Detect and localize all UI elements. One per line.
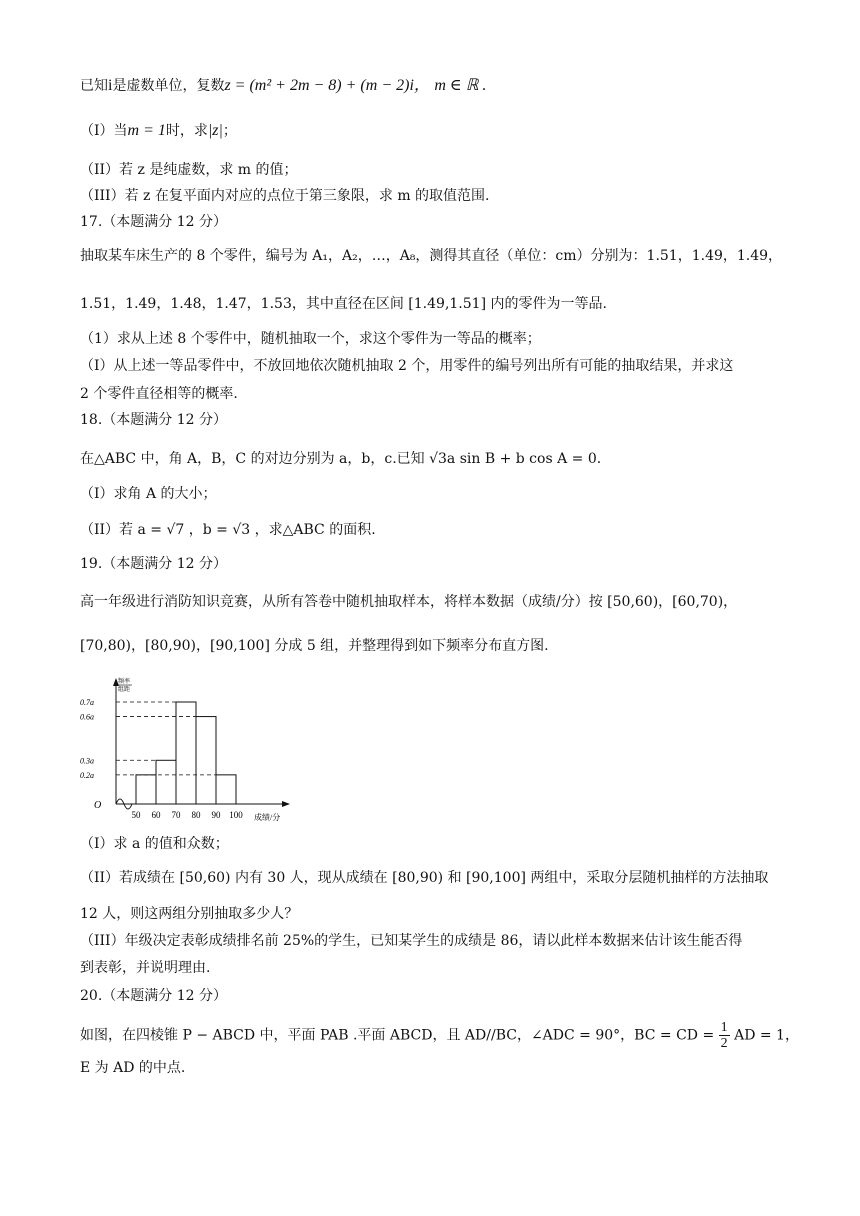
q16-part1: （I）当m = 1时，求|z|； xyxy=(80,122,237,139)
q20-header: 20.（本题满分 12 分） xyxy=(80,988,227,1004)
q16-part2: （II）若 z 是纯虚数，求 m 的值； xyxy=(80,162,298,178)
histogram-bar xyxy=(156,760,176,804)
x-tick-label: 80 xyxy=(191,810,201,820)
q18-header: 18.（本题满分 12 分） xyxy=(80,412,227,428)
q18-part2: （II）若 a = √7 ，b = √3 ，求△ABC 的面积. xyxy=(80,522,376,538)
q17-part2b: 2 个零件直径相等的概率. xyxy=(80,386,238,402)
y-tick-label: 0.2a xyxy=(80,770,94,780)
q16-intro: 已知i是虚数单位，复数z = (m² + 2m − 8) + (m − 2)i， m ∈ ℝ . xyxy=(80,77,487,94)
q20-line1: 如图，在四棱锥 P − ABCD 中，平面 PAB .平面 ABCD，且 AD//BC，∠ADC = 90°，BC = CD = $\frac{1}{2}$ AD = 1， xyxy=(80,1020,799,1051)
histogram-bar xyxy=(176,702,196,804)
q17-part1: （1）求从上述 8 个零件中，随机抽取一个，求这个零件为一等品的概率； xyxy=(80,331,541,347)
y-tick-label: 0.3a xyxy=(80,756,94,766)
ylabel-bottom: 组距 xyxy=(118,687,131,693)
histogram-bar xyxy=(136,775,156,804)
x-tick-label: 60 xyxy=(151,810,161,820)
fraction-half: $\frac{1}{2}$ xyxy=(720,1020,728,1051)
x-tick-label: 70 xyxy=(171,810,181,820)
q19-line2: [70,80)，[80,90)，[90,100] 分成 5 组，并整理得到如下频率分布直方图. xyxy=(80,638,549,654)
y-tick-label: 0.7a xyxy=(80,698,94,707)
q16-formula: z = (m² + 2m − 8) + (m − 2)i， xyxy=(224,77,430,94)
frequency-histogram xyxy=(76,672,306,828)
q19-part3a: （III）年级决定表彰成绩排名前 25%的学生，已知某学生的成绩是 86，请以此样本数据来估计该生能否得 xyxy=(80,933,743,949)
q17-part2a: （I）从上述一等品零件中，不放回地依次随机抽取 2 个，用零件的编号列出所有可能的抽取结果，并求这 xyxy=(80,358,734,374)
q19-part1: （I）求 a 的值和众数； xyxy=(80,836,229,852)
q19-part2a: （II）若成绩在 [50,60) 内有 30 人，现从成绩在 [80,90) 和 [90,100] 两组中，采取分层随机抽样的方法抽取 xyxy=(80,870,769,886)
q16-domain: m ∈ ℝ . xyxy=(434,77,487,94)
q17-line2: 1.51，1.49，1.48，1.47，1.53，其中直径在区间 [1.49,1.51] 内的零件为一等品. xyxy=(80,296,607,312)
x-tick-label: 90 xyxy=(211,810,221,820)
q20-line2: E 为 AD 的中点. xyxy=(80,1060,186,1076)
q17-line1: 抽取某车床生产的 8 个零件，编号为 A₁，A₂，…，A₈，测得其直径（单位：cm）分别为：1.51，1.49，1.49， xyxy=(80,248,783,264)
histogram-bar xyxy=(216,775,236,804)
q19-part2b: 12 人，则这两组分别抽取多少人？ xyxy=(80,906,299,922)
q18-line1: 在△ABC 中，角 A，B，C 的对边分别为 a，b，c.已知 √3a sin B + b cos A = 0. xyxy=(80,451,602,467)
q18-part1: （I）求角 A 的大小； xyxy=(80,486,217,502)
q19-line1: 高一年级进行消防知识竞赛，从所有答卷中随机抽取样本，将样本数据（成绩/分）按 [50,60)，[60,70)， xyxy=(80,594,738,610)
q16-part3: （III）若 z 在复平面内对应的点位于第三象限，求 m 的取值范围. xyxy=(80,188,490,204)
ylabel-top: 频率 xyxy=(118,679,131,685)
x-axis-arrow xyxy=(282,801,290,807)
x-axis-label: 成绩/分 xyxy=(254,813,281,822)
q19-part3b: 到表彰，并说明理由. xyxy=(80,960,211,976)
x-tick-label: 100 xyxy=(229,810,243,820)
origin-label: O xyxy=(94,800,102,811)
y-tick-label: 0.6a xyxy=(80,712,94,722)
histogram-bar xyxy=(196,717,216,804)
q17-header: 17.（本题满分 12 分） xyxy=(80,214,227,230)
q19-header: 19.（本题满分 12 分） xyxy=(80,556,227,572)
x-tick-label: 50 xyxy=(131,810,141,820)
